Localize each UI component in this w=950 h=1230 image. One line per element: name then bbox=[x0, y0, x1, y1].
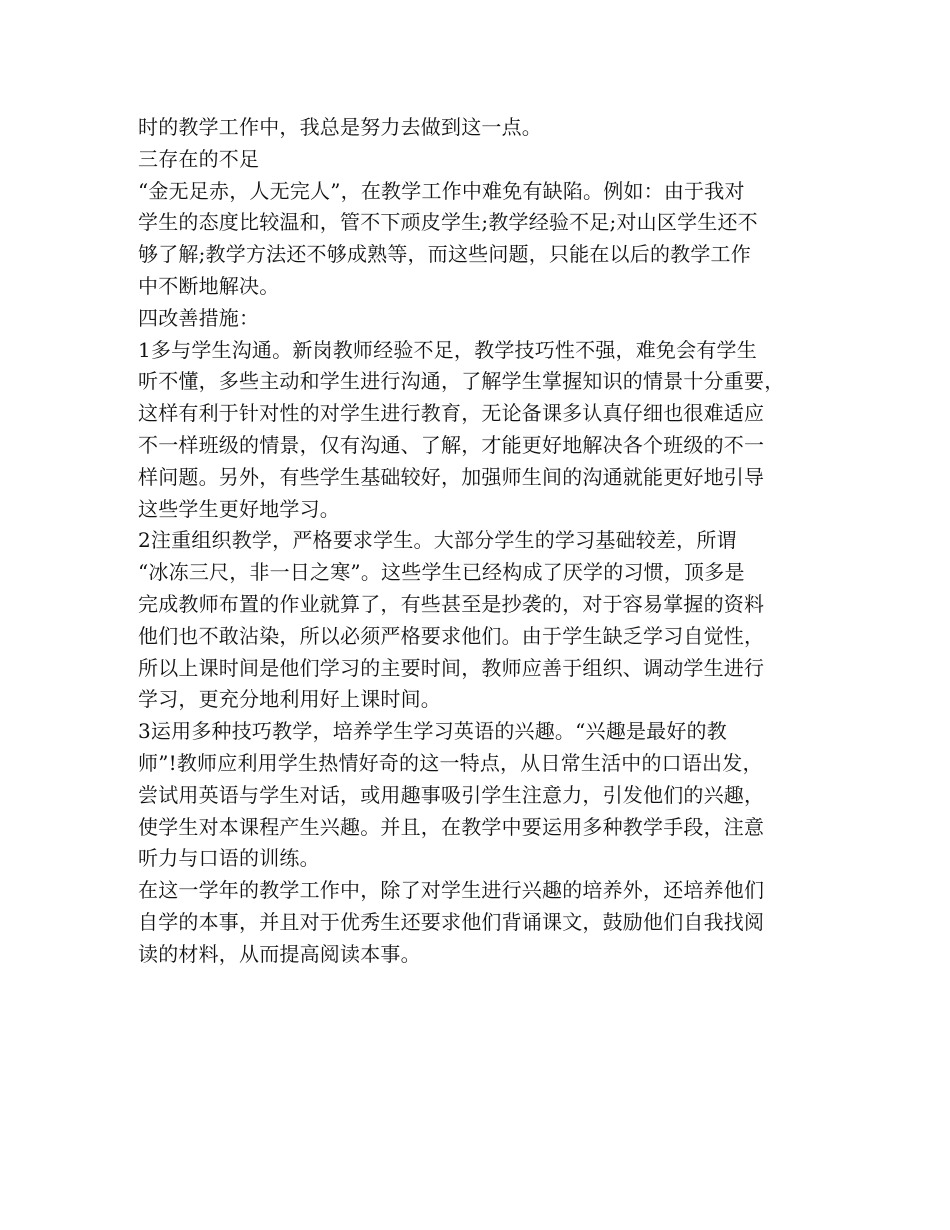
document-body bbox=[138, 112, 822, 971]
text-line: 中不断地解决。 bbox=[138, 273, 280, 298]
paragraph-start: 在这一学年的教学工作中，除了对学生进行兴趣的培养外，还培养他们 bbox=[138, 878, 765, 903]
list-item-start: 3运用多种技巧教学，培养学生学习英语的兴趣。“兴趣是最好的教 bbox=[138, 719, 727, 744]
list-item-start: 2注重组织教学，严格要求学生。大部分学生的学习基础较差，所谓 bbox=[138, 528, 737, 553]
text-line: 学习，更充分地利用好上课时间。 bbox=[138, 687, 441, 712]
text-line: 尝试用英语与学生对话，或用趣事吸引学生注意力，引发他们的兴趣， bbox=[138, 782, 765, 807]
text-line: 完成教师布置的作业就算了，有些甚至是抄袭的，对于容易掌握的资料 bbox=[138, 591, 765, 616]
text-line: 所以上课时间是他们学习的主要时间，教师应善于组织、调动学生进行 bbox=[138, 655, 765, 680]
text-line: 够了解;教学方法还不够成熟等，而这些问题，只能在以后的教学工作 bbox=[138, 242, 751, 267]
text-line: 这样有利于针对性的对学生进行教育，无论备课多认真仔细也很难适应 bbox=[138, 401, 765, 426]
text-line: 读的材料，从而提高阅读本事。 bbox=[138, 941, 421, 966]
text-line: 自学的本事，并且对于优秀生还要求他们背诵课文，鼓励他们自我找阅 bbox=[138, 909, 765, 934]
text-line: 这些学生更好地学习。 bbox=[138, 496, 340, 521]
text-line: 听不懂，多些主动和学生进行沟通，了解学生掌握知识的情景十分重要， bbox=[138, 369, 785, 394]
text-line: “金无足赤，人无完人”，在教学工作中难免有缺陷。例如：由于我对 bbox=[138, 178, 745, 203]
text-line: 师”!教师应利用学生热情好奇的这一特点，从日常生活中的口语出发， bbox=[138, 750, 763, 775]
text-line: 不一样班级的情景，仅有沟通、了解，才能更好地解决各个班级的不一 bbox=[138, 432, 765, 457]
text-line: 学生的态度比较温和，管不下顽皮学生;教学经验不足;对山区学生还不 bbox=[138, 210, 758, 235]
text-line: 样问题。另外，有些学生基础较好，加强师生间的沟通就能更好地引导 bbox=[138, 464, 765, 489]
section-heading: 四改善措施： bbox=[138, 305, 260, 330]
text-line: 听力与口语的训练。 bbox=[138, 846, 320, 871]
section-heading: 三存在的不足 bbox=[138, 146, 260, 171]
text-line: 时的教学工作中，我总是努力去做到这一点。 bbox=[138, 115, 542, 139]
list-item-start: 1多与学生沟通。新岗教师经验不足，教学技巧性不强，难免会有学生 bbox=[138, 337, 757, 362]
text-line: 他们也不敢沾染，所以必须严格要求他们。由于学生缺乏学习自觉性， bbox=[138, 623, 765, 648]
text-line: 使学生对本课程产生兴趣。并且，在教学中要运用多种教学手段，注意 bbox=[138, 814, 765, 839]
text-line: “冰冻三尺，非一日之寒”。这些学生已经构成了厌学的习惯，顶多是 bbox=[138, 560, 745, 585]
